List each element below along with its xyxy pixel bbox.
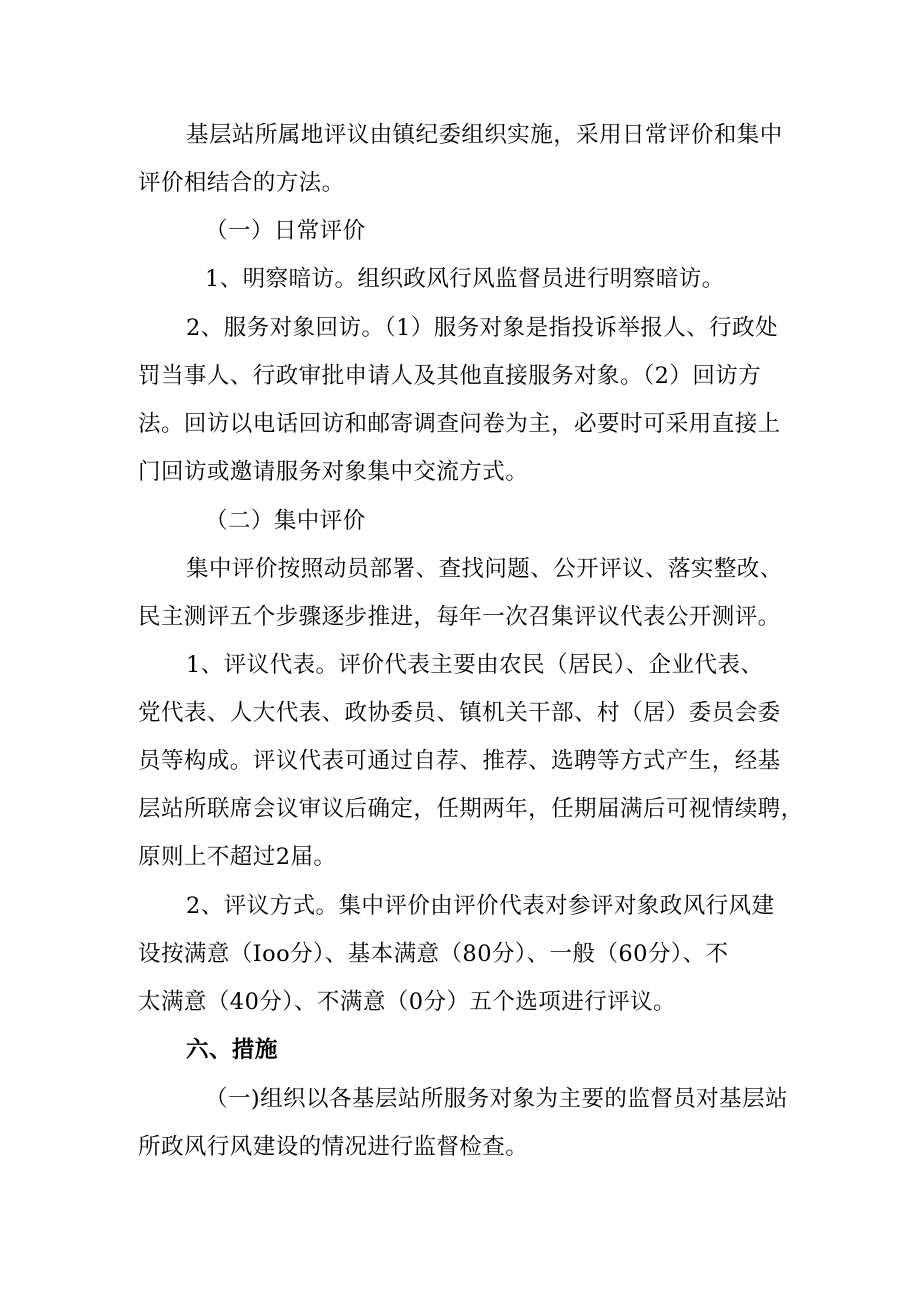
paragraph-line-19: 太满意（40分）、不满意（0分）五个选项进行评议。 <box>138 989 676 1015</box>
paragraph-line-4: 1、明察暗访。组织政风行风监督员进行明察暗访。 <box>205 266 725 292</box>
paragraph-line-14: 员等构成。评议代表可通过自荐、推荐、选聘等方式产生，经基 <box>138 748 781 774</box>
paragraph-line-2: 评价相结合的方法。 <box>138 170 345 196</box>
subsection-heading-centralized-evaluation: （二）集中评价 <box>205 508 366 534</box>
paragraph-line-18: 设按满意（Ioo分）、基本满意（80分）、一般（60分）、不 <box>138 941 729 967</box>
paragraph-line-6: 罚当事人、行政审批申请人及其他直接服务对象。（2）回访方 <box>138 363 762 389</box>
paragraph-line-12: 1、评议代表。评价代表主要由农民（居民）、企业代表、 <box>186 652 764 678</box>
paragraph-line-11: 民主测评五个步骤逐步推进，每年一次召集评议代表公开测评。 <box>138 604 781 630</box>
paragraph-line-10: 集中评价按照动员部署、查找问题、公开评议、落实整改、 <box>186 556 783 582</box>
paragraph-line-13: 党代表、人大代表、政协委员、镇机关干部、村（居）委员会委 <box>138 700 781 726</box>
paragraph-line-8: 门回访或邀请服务对象集中交流方式。 <box>138 459 529 485</box>
subsection-heading-daily-evaluation: （一）日常评价 <box>205 218 366 244</box>
paragraph-line-1: 基层站所属地评议由镇纪委组织实施，采用日常评价和集中 <box>186 122 783 148</box>
paragraph-line-5: 2、服务对象回访。（1）服务对象是指投诉举报人、行政处 <box>186 315 779 341</box>
section-heading-measures: 六、措施 <box>186 1037 278 1063</box>
paragraph-line-7: 法。回访以电话回访和邮寄调查问卷为主，必要时可采用直接上 <box>138 411 781 437</box>
paragraph-line-17: 2、评议方式。集中评价由评价代表对参评对象政风行风建 <box>186 893 775 919</box>
paragraph-line-16: 原则上不超过2届。 <box>138 844 337 870</box>
paragraph-line-21: （一)组织以各基层站所服务对象为主要的监督员对基层站 <box>205 1086 788 1112</box>
paragraph-line-15: 层站所联席会议审议后确定，任期两年，任期届满后可视情续聘， <box>138 796 804 822</box>
paragraph-line-22: 所政风行风建设的情况进行监督检查。 <box>138 1134 529 1160</box>
